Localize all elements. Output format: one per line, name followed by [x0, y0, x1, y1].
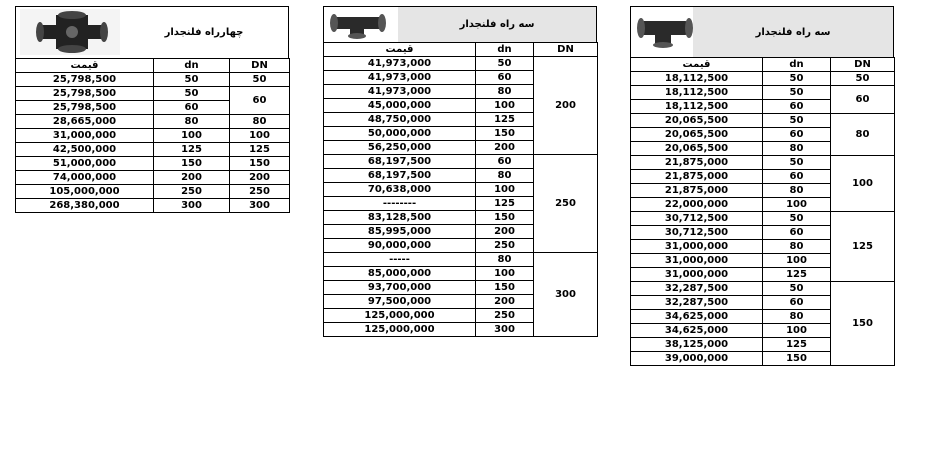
dn-cell: 50 [476, 57, 534, 71]
dn-cell: 50 [763, 72, 831, 86]
table-row [16, 115, 290, 129]
price-cell: 18,112,500 [631, 100, 763, 114]
dn-cell: 60 [476, 71, 534, 85]
dn-cell: 150 [476, 281, 534, 295]
tee-price-table-middle [323, 6, 598, 337]
price-cell: 34,625,000 [631, 324, 763, 338]
dn-cell: 50 [763, 282, 831, 296]
table-row [16, 185, 290, 199]
dn-cell: 50 [763, 156, 831, 170]
DN-cell: 250 [230, 185, 290, 199]
dn-cell: 300 [476, 323, 534, 337]
price-cell: 50,000,000 [324, 127, 476, 141]
table-title: چهارراه فلنجدار [120, 7, 288, 58]
dn-cell: 200 [154, 171, 230, 185]
table-row [16, 143, 290, 157]
price-cell: 31,000,000 [631, 240, 763, 254]
price-cell: ----- [324, 253, 476, 267]
table-row [16, 87, 290, 101]
DN-cell: 125 [831, 212, 895, 282]
table-row [631, 114, 895, 128]
table-title: سه راه فلنجدار [693, 7, 893, 57]
dn-cell: 250 [476, 309, 534, 323]
price-cell: 42,500,000 [16, 143, 154, 157]
column-header-row [631, 58, 895, 72]
tee-fitting-icon [328, 9, 388, 43]
price-cell: 21,875,000 [631, 184, 763, 198]
DN-cell: 200 [230, 171, 290, 185]
DN-cell: 100 [831, 156, 895, 212]
price-cell: 268,380,000 [16, 199, 154, 213]
dn-cell: 80 [154, 115, 230, 129]
DN-header: DN [230, 59, 290, 73]
cross-price-table [15, 6, 290, 213]
dn-cell: 80 [476, 85, 534, 99]
table-row [631, 282, 895, 296]
price-cell: 38,125,000 [631, 338, 763, 352]
dn-cell: 100 [763, 198, 831, 212]
price-cell: 125,000,000 [324, 323, 476, 337]
dn-cell: 100 [476, 267, 534, 281]
cross-fitting-icon [20, 9, 124, 59]
price-cell: 41,973,000 [324, 85, 476, 99]
dn-cell: 100 [763, 324, 831, 338]
DN-cell: 300 [534, 253, 598, 337]
cross-table [15, 58, 290, 213]
DN-cell: 60 [230, 87, 290, 115]
dn-cell: 80 [763, 240, 831, 254]
price-cell: 56,250,000 [324, 141, 476, 155]
price-cell: 51,000,000 [16, 157, 154, 171]
price-cell: 125,000,000 [324, 309, 476, 323]
price-cell: 18,112,500 [631, 72, 763, 86]
price-cell: 31,000,000 [631, 254, 763, 268]
dn-cell: 50 [763, 114, 831, 128]
dn-cell: 200 [476, 225, 534, 239]
price-cell: 74,000,000 [16, 171, 154, 185]
price-cell: 41,973,000 [324, 57, 476, 71]
price-cell: 97,500,000 [324, 295, 476, 309]
price-cell: 28,665,000 [16, 115, 154, 129]
price-cell: 85,000,000 [324, 267, 476, 281]
table-row [16, 129, 290, 143]
table-title: سه راه فلنجدار [398, 7, 596, 42]
price-cell: 85,995,000 [324, 225, 476, 239]
price-cell: 18,112,500 [631, 86, 763, 100]
table-row [631, 72, 895, 86]
dn-cell: 80 [476, 253, 534, 267]
price-cell: 41,973,000 [324, 71, 476, 85]
dn-cell: 60 [763, 296, 831, 310]
price-cell: 30,712,500 [631, 212, 763, 226]
dn-cell: 100 [476, 99, 534, 113]
price-cell: -------- [324, 197, 476, 211]
dn-cell: 125 [763, 338, 831, 352]
price-header: قیمت [324, 43, 476, 57]
dn-cell: 60 [154, 101, 230, 115]
DN-cell: 100 [230, 129, 290, 143]
price-cell: 48,750,000 [324, 113, 476, 127]
dn-cell: 100 [763, 254, 831, 268]
dn-cell: 125 [476, 113, 534, 127]
DN-cell: 125 [230, 143, 290, 157]
DN-cell: 60 [831, 86, 895, 114]
dn-cell: 250 [154, 185, 230, 199]
price-cell: 31,000,000 [16, 129, 154, 143]
price-cell: 105,000,000 [16, 185, 154, 199]
dn-cell: 200 [476, 295, 534, 309]
dn-cell: 250 [476, 239, 534, 253]
DN-cell: 50 [230, 73, 290, 87]
dn-header: dn [476, 43, 534, 57]
dn-cell: 60 [476, 155, 534, 169]
price-cell: 21,875,000 [631, 156, 763, 170]
dn-cell: 100 [154, 129, 230, 143]
price-cell: 21,875,000 [631, 170, 763, 184]
dn-cell: 150 [763, 352, 831, 366]
dn-cell: 150 [476, 127, 534, 141]
column-header-row [324, 43, 598, 57]
price-cell: 70,638,000 [324, 183, 476, 197]
DN-header: DN [831, 58, 895, 72]
dn-cell: 50 [154, 73, 230, 87]
price-cell: 68,197,500 [324, 155, 476, 169]
table-header [323, 6, 597, 42]
tee-table-right [630, 57, 895, 366]
price-cell: 22,000,000 [631, 198, 763, 212]
dn-header: dn [763, 58, 831, 72]
DN-cell: 80 [230, 115, 290, 129]
table-header [630, 6, 894, 57]
DN-cell: 200 [534, 57, 598, 155]
table-row [631, 156, 895, 170]
dn-cell: 200 [476, 141, 534, 155]
price-cell: 25,798,500 [16, 73, 154, 87]
price-header: قیمت [631, 58, 763, 72]
dn-cell: 60 [763, 100, 831, 114]
price-cell: 93,700,000 [324, 281, 476, 295]
table-row [324, 253, 598, 267]
table-row [16, 171, 290, 185]
dn-cell: 80 [476, 169, 534, 183]
dn-cell: 150 [154, 157, 230, 171]
tee-price-table-right [630, 6, 895, 366]
dn-cell: 125 [763, 268, 831, 282]
dn-cell: 80 [763, 310, 831, 324]
price-cell: 39,000,000 [631, 352, 763, 366]
table-row [324, 155, 598, 169]
table-row [16, 157, 290, 171]
price-cell: 25,798,500 [16, 101, 154, 115]
DN-cell: 50 [831, 72, 895, 86]
price-cell: 30,712,500 [631, 226, 763, 240]
dn-header: dn [154, 59, 230, 73]
DN-cell: 300 [230, 199, 290, 213]
dn-cell: 60 [763, 128, 831, 142]
table-row [16, 199, 290, 213]
price-cell: 20,065,500 [631, 142, 763, 156]
dn-cell: 80 [763, 142, 831, 156]
dn-cell: 125 [154, 143, 230, 157]
table-row [324, 57, 598, 71]
DN-cell: 150 [230, 157, 290, 171]
dn-cell: 100 [476, 183, 534, 197]
dn-cell: 80 [763, 184, 831, 198]
dn-cell: 50 [154, 87, 230, 101]
tee-table-middle [323, 42, 598, 337]
price-cell: 34,625,000 [631, 310, 763, 324]
DN-cell: 150 [831, 282, 895, 366]
price-cell: 20,065,500 [631, 114, 763, 128]
price-cell: 32,287,500 [631, 282, 763, 296]
price-cell: 31,000,000 [631, 268, 763, 282]
price-cell: 32,287,500 [631, 296, 763, 310]
price-cell: 20,065,500 [631, 128, 763, 142]
dn-cell: 125 [476, 197, 534, 211]
dn-cell: 300 [154, 199, 230, 213]
table-header [15, 6, 289, 58]
table-row [16, 73, 290, 87]
dn-cell: 60 [763, 170, 831, 184]
price-cell: 83,128,500 [324, 211, 476, 225]
price-cell: 90,000,000 [324, 239, 476, 253]
price-header: قیمت [16, 59, 154, 73]
table-row [631, 212, 895, 226]
column-header-row [16, 59, 290, 73]
price-cell: 25,798,500 [16, 87, 154, 101]
DN-header: DN [534, 43, 598, 57]
table-row [631, 86, 895, 100]
dn-cell: 150 [476, 211, 534, 225]
dn-cell: 60 [763, 226, 831, 240]
dn-cell: 50 [763, 86, 831, 100]
dn-cell: 50 [763, 212, 831, 226]
price-cell: 45,000,000 [324, 99, 476, 113]
tee-fitting-icon [635, 13, 695, 53]
price-cell: 68,197,500 [324, 169, 476, 183]
DN-cell: 80 [831, 114, 895, 156]
DN-cell: 250 [534, 155, 598, 253]
